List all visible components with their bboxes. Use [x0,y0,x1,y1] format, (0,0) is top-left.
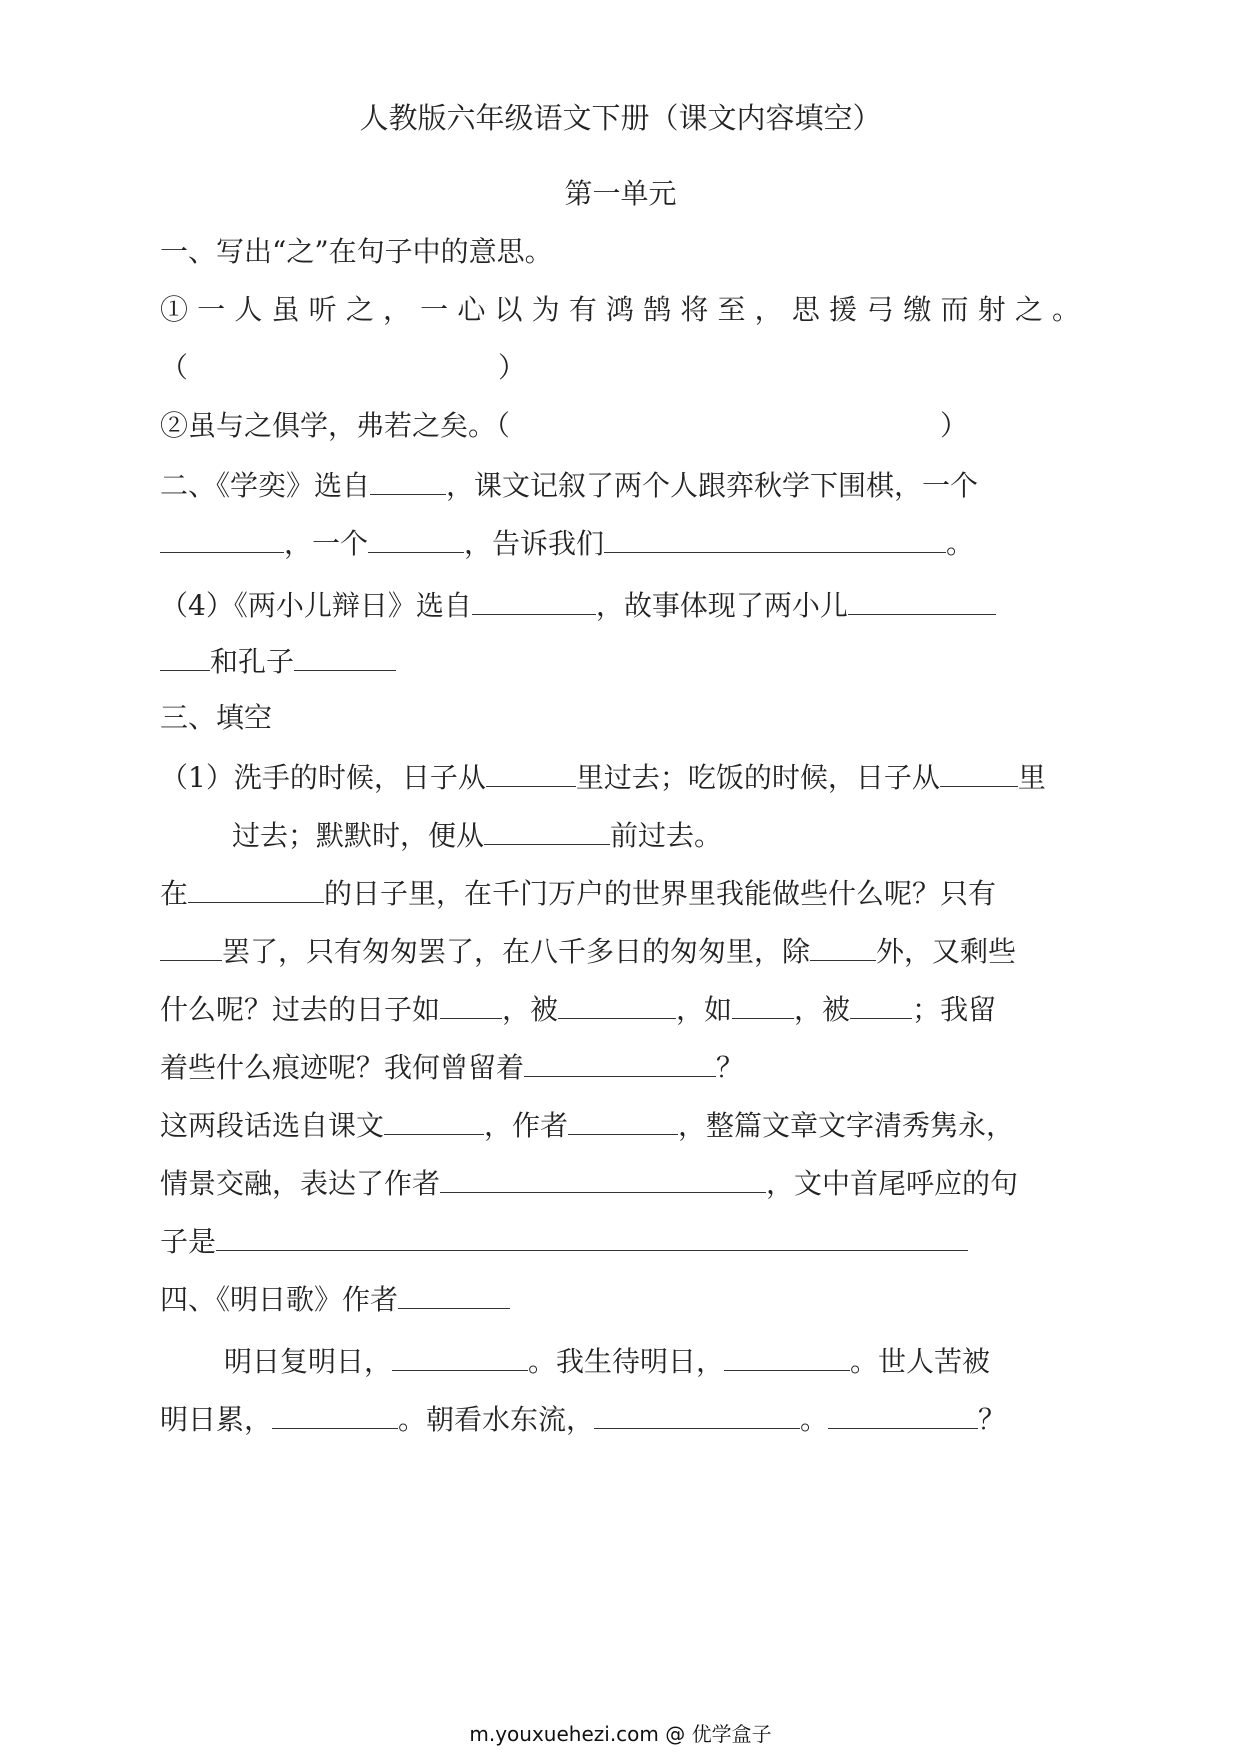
text: ，故事体现了两小儿 [595,589,848,622]
text: 。 [800,1403,829,1436]
text: 的日子里，在千门万户的世界里我能做些什么呢？只有 [324,877,997,910]
text: 。朝看水东流， [398,1403,595,1436]
fill-blank[interactable] [732,988,794,1019]
fill-blank[interactable] [160,640,210,671]
fill-blank[interactable] [828,1398,978,1429]
fill-blank[interactable] [848,584,996,615]
text: 里过去；吃饭的时候，日子从 [575,761,940,794]
document-title: 人教版六年级语文下册（课文内容填空） [359,101,882,135]
text: ？ [978,1403,1007,1436]
section-1-heading: 一、写出“之”在句子中的意思。 [160,235,553,268]
text: ，整篇文章文字清秀隽永， [678,1109,1015,1142]
fill-blank[interactable] [594,1398,800,1429]
section-1-answer-1 [160,348,1080,388]
fill-blank[interactable] [370,464,446,495]
text: ，一个 [284,527,369,560]
text: ，文中首尾呼应的句 [766,1167,1019,1200]
section-4-line-1 [224,1340,1144,1382]
fill-blank[interactable] [398,1278,510,1309]
text: 和孔子 [210,645,295,678]
fill-blank[interactable] [384,1104,484,1135]
fill-blank[interactable] [724,1340,850,1371]
text: 里 [1017,761,1046,794]
section-2-line-2 [160,522,1080,564]
text: 明日累， [160,1403,273,1436]
fill-blank[interactable] [294,640,396,671]
fill-blank[interactable] [160,930,222,961]
text: 前过去。 [610,819,723,852]
footer-watermark: m.youxuehezi.com @ 优学盒子 [469,1722,772,1746]
open-paren: （ [160,351,189,384]
fill-blank[interactable] [272,1398,398,1429]
section-3-line-2 [232,814,1152,856]
section-3-line-5 [160,988,1080,1030]
section-3-line-8 [160,1162,1080,1204]
text: ，如 [676,993,733,1026]
fill-blank[interactable] [472,584,596,615]
text: 。 [946,527,975,560]
section-3-line-9 [160,1220,1080,1262]
section-3-line-6 [160,1046,1080,1088]
text: ，课文记叙了两个人跟弈秋学下围棋，一个 [446,469,979,502]
question-text: ②虽与之俱学，弗若之矣。（ [160,409,511,442]
text: 情景交融，表达了作者 [160,1167,441,1200]
section-2-line-1 [160,464,1080,506]
fill-blank[interactable] [810,930,876,961]
text: 这两段话选自课文 [160,1109,385,1142]
section-1-question-1: ①一人虽听之，一心以为有鸿鹄将至，思援弓缴而射之。 [160,293,1080,326]
fill-blank[interactable] [216,1220,968,1251]
text: ；我留 [912,993,997,1026]
fill-blank[interactable] [604,522,946,553]
fill-blank[interactable] [160,522,284,553]
text: 四、《明日歌》作者 [160,1283,399,1316]
text: 外，又剩些 [876,935,1017,968]
text: （1）洗手的时候，日子从 [160,761,486,794]
fill-blank[interactable] [392,1340,528,1371]
text: ，被 [502,993,559,1026]
text: 明日复明日， [224,1345,393,1378]
fill-blank[interactable] [558,988,676,1019]
fill-blank[interactable] [484,814,610,845]
unit-title: 第一单元 [564,177,677,210]
section-3-heading: 三、填空 [160,701,273,734]
fill-blank[interactable] [486,756,576,787]
section-3-line-7 [160,1104,1080,1146]
text: 罢了，只有匆匆罢了，在八千多日的匆匆里，除 [222,935,811,968]
section-1-question-2 [160,406,1080,446]
section-3-line-1 [160,756,1080,798]
text: ，告诉我们 [464,527,605,560]
text: 着些什么痕迹呢？我何曾留着 [160,1051,525,1084]
text: 。我生待明日， [528,1345,725,1378]
fill-blank[interactable] [440,1162,766,1193]
fill-blank[interactable] [440,988,502,1019]
text: 在 [160,877,189,910]
fill-blank[interactable] [940,756,1018,787]
text: ，作者 [484,1109,569,1142]
fill-blank[interactable] [568,1104,678,1135]
text: （4）《两小儿辩日》选自 [160,589,472,622]
section-2-line-4 [160,640,1080,682]
text: ，被 [794,993,851,1026]
section-3-line-4 [160,930,1080,972]
text: 子是 [160,1225,217,1258]
text: 二、《学奕》选自 [160,469,371,502]
section-4-heading [160,1278,1080,1320]
fill-blank[interactable] [188,872,324,903]
section-2-line-3 [160,584,1080,626]
fill-blank[interactable] [524,1046,716,1077]
text: 过去；默默时，便从 [232,819,485,852]
fill-blank[interactable] [368,522,464,553]
close-paren: ） [498,351,527,384]
close-paren: ） [940,409,969,442]
text: 什么呢？过去的日子如 [160,993,441,1026]
text: 。世人苦被 [850,1345,991,1378]
section-4-line-2 [160,1398,1080,1440]
section-3-line-3 [160,872,1080,914]
fill-blank[interactable] [850,988,912,1019]
text: ？ [716,1051,745,1084]
